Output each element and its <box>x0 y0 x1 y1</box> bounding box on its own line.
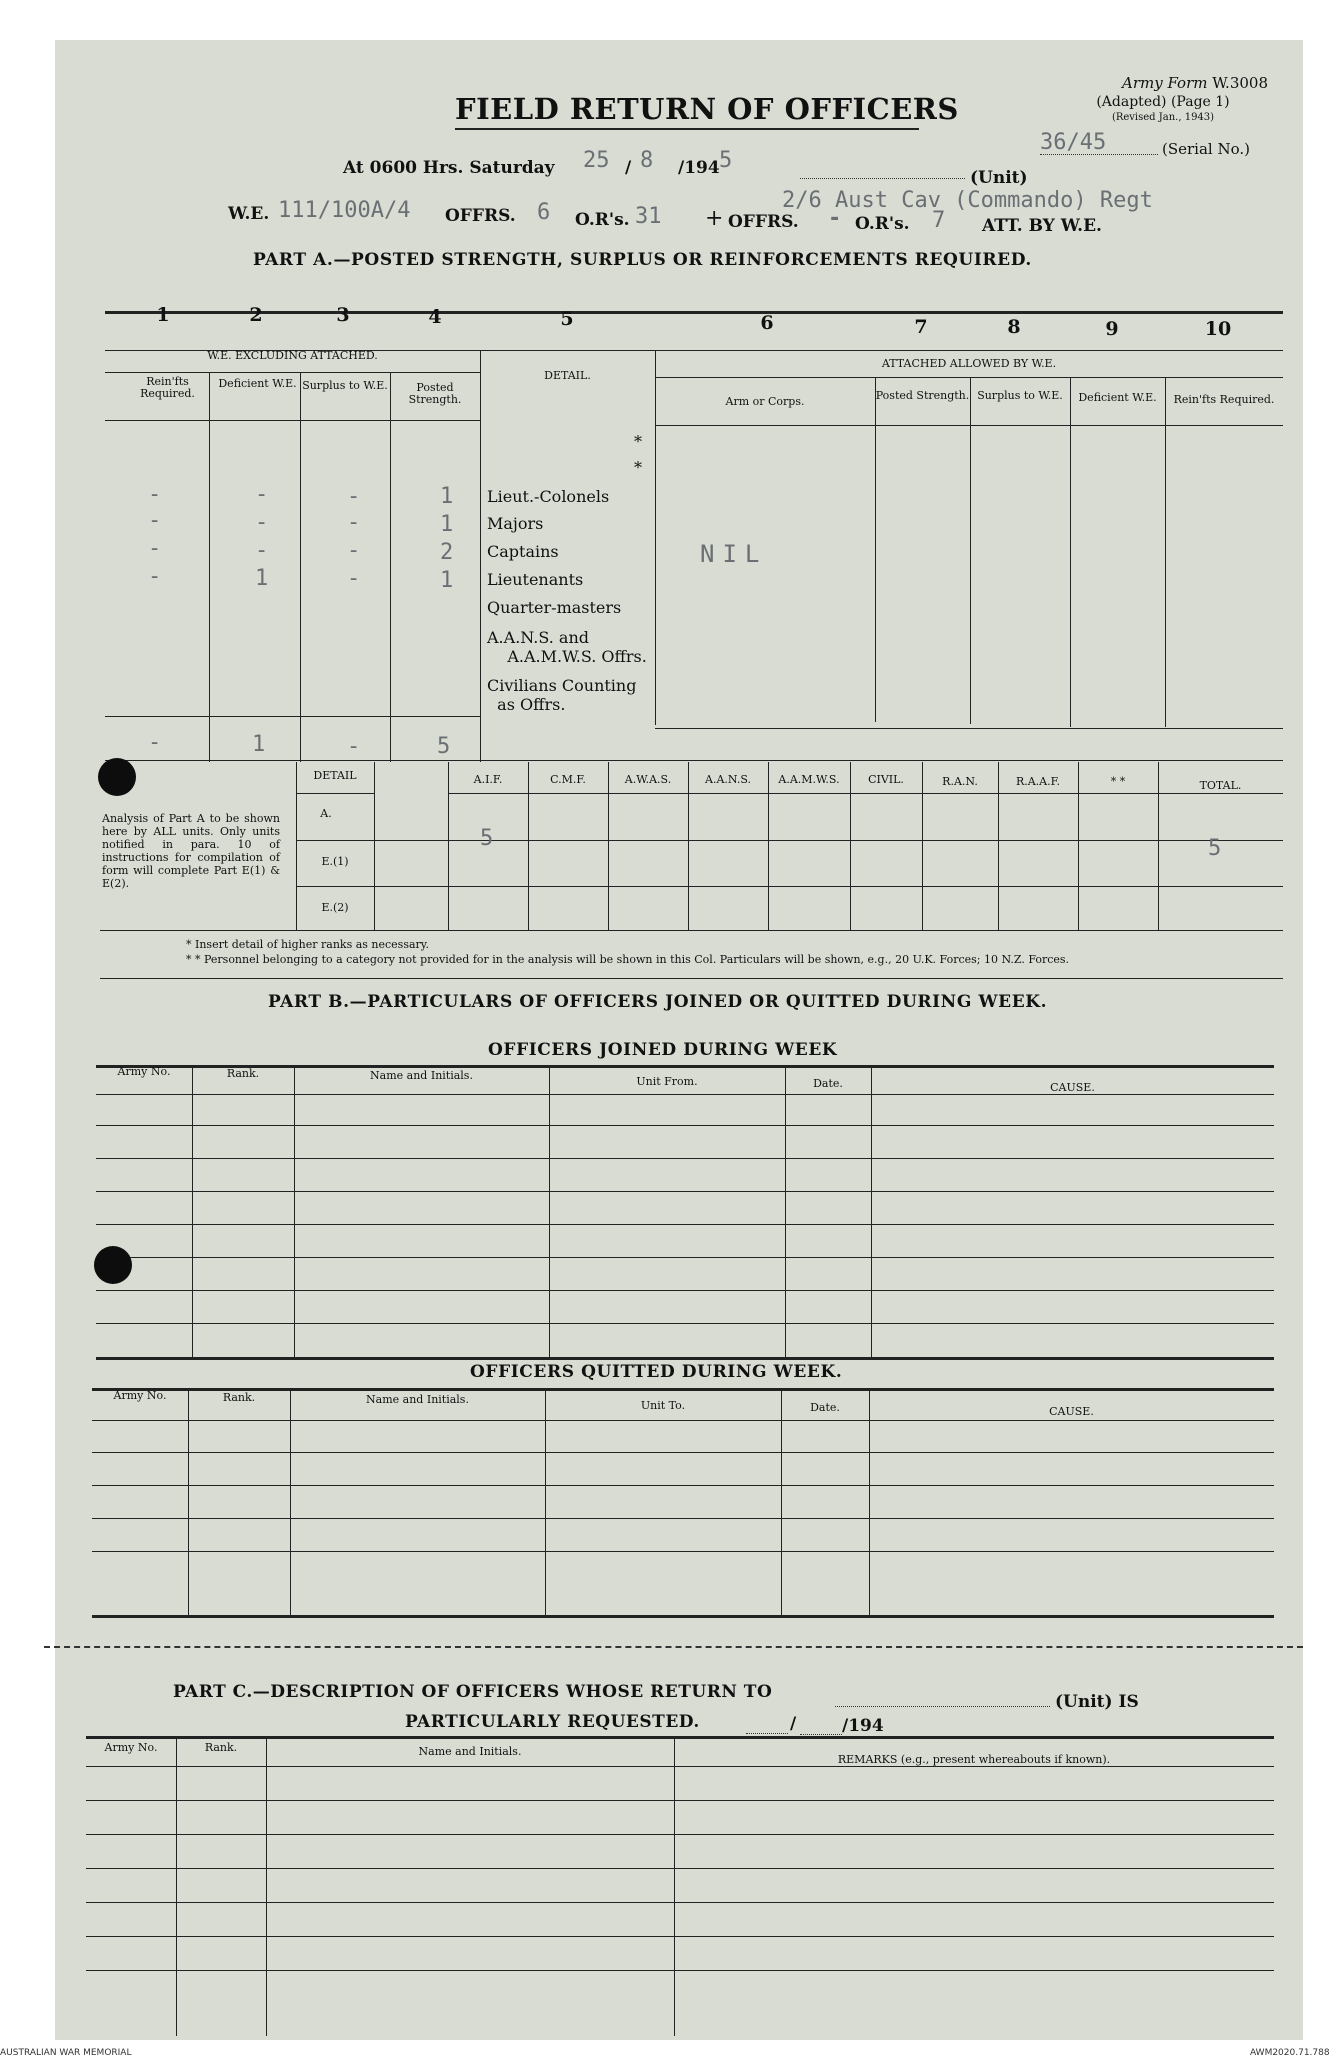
vline-a1 <box>209 372 210 762</box>
total-posted: 5 <box>437 734 451 759</box>
vline-a5 <box>655 350 656 725</box>
footnote-2: * * Personnel belonging to a category not provided for in the analysis will be shown in this Col. Particulars will be shown, e.g., 20 U.K. Forces; 10 N.Z. Forces. <box>186 953 1070 966</box>
star-1: * <box>634 432 642 451</box>
col-num-3: 3 <box>336 304 350 326</box>
vline-a4 <box>480 350 481 762</box>
footnote-1: * Insert detail of higher ranks as necessary. <box>186 938 430 951</box>
joined-col-date: Date. <box>813 1077 843 1090</box>
form-number: W.3008 <box>1212 74 1268 92</box>
joined-title: OFFICERS JOINED DURING WEEK <box>488 1040 838 1060</box>
rank-majors: Majors <box>487 514 544 533</box>
serial-label: (Serial No.) <box>1162 140 1250 158</box>
quitted-col-rank: Rank. <box>222 1391 256 1404</box>
analysis-detail-rule <box>296 793 374 794</box>
an-col-aans: A.A.N.S. <box>705 773 751 786</box>
date-day: 25 <box>583 148 610 173</box>
an-col-total: TOTAL. <box>1199 779 1242 792</box>
detail-heading: DETAIL. <box>544 369 591 382</box>
vline-an1 <box>374 762 375 930</box>
joined-rule-4 <box>96 1224 1274 1225</box>
total-surplus: - <box>347 734 361 759</box>
rank-lieut-colonels: Lieut.-Colonels <box>487 487 610 506</box>
h-surplus2: Surplus to W.E. <box>977 389 1063 402</box>
h-posted: Posted Strength. <box>408 381 462 406</box>
h-surplus: Surplus to W.E. <box>302 379 388 392</box>
rank-aans-aamws: A.A.N.S. and A.A.M.W.S. Offrs. <box>487 628 647 666</box>
r3-surplus: - <box>347 538 361 563</box>
r3-deficient: - <box>255 538 269 563</box>
vline-j3 <box>549 1065 550 1357</box>
quitted-rule-4 <box>92 1551 1274 1552</box>
ors2-value: 7 <box>932 208 946 233</box>
analysis-detail-heading: DETAIL <box>313 769 357 782</box>
vline-j4 <box>785 1065 786 1357</box>
joined-rule-5 <box>96 1257 1274 1258</box>
total-reinf: - <box>148 730 162 755</box>
col-num-1: 1 <box>156 304 170 326</box>
r4-reinf: - <box>148 564 162 589</box>
analysis-row-rule-1 <box>296 840 1283 841</box>
date-month: 8 <box>640 148 654 173</box>
quitted-col-unit-to: Unit To. <box>640 1399 686 1412</box>
vline-j5 <box>871 1065 872 1357</box>
vline-an6 <box>768 762 769 930</box>
serial-value: 36/45 <box>1040 130 1107 155</box>
part-c-col-rank: Rank. <box>204 1741 238 1754</box>
part-a-top-rule <box>105 311 1283 314</box>
quitted-col-army-no: Army No. <box>113 1389 167 1402</box>
joined-col-unit-from: Unit From. <box>636 1075 698 1088</box>
quitted-col-cause: CAUSE. <box>1049 1405 1094 1418</box>
rank-captains: Captains <box>487 542 559 561</box>
quitted-rule-0 <box>92 1420 1274 1421</box>
an-col-cmf: C.M.F. <box>550 773 586 786</box>
att-header-rule <box>655 425 1283 426</box>
joined-rule-6 <box>96 1290 1274 1291</box>
h-reinf2: Rein'fts Required. <box>1173 393 1275 406</box>
analysis-note: Analysis of Part A to be shown here by ALL units. Only units notified in para. 10 of instructions for compilation of form will complete Part E(1) & E(2). <box>102 812 280 890</box>
h-reinf: Rein'fts Required. <box>140 375 195 400</box>
footer-accession: AWM2020.71.788 <box>1250 2048 1330 2058</box>
part-c-rule-3 <box>86 1868 1274 1869</box>
vline-an2 <box>448 762 449 930</box>
tear-line <box>44 1646 1303 1648</box>
unit-value: 2/6 Aust Cav (Commando) Regt <box>782 188 1153 213</box>
quitted-title: OFFICERS QUITTED DURING WEEK. <box>470 1362 843 1382</box>
quitted-rule-3 <box>92 1518 1274 1519</box>
h-arm-corps: Arm or Corps. <box>725 395 805 408</box>
an-row-e2: E.(2) <box>321 901 349 914</box>
offrs2-value: - <box>828 206 842 231</box>
part-c-day-dots <box>746 1733 788 1734</box>
part-c-rule-1 <box>86 1800 1274 1801</box>
form-ref-label: Army Form <box>1121 74 1208 92</box>
part-c-title-start: PART C.—DESCRIPTION OF OFFICERS WHOSE RETURN TO <box>173 1682 773 1702</box>
offrs2-label: OFFRS. <box>728 212 799 232</box>
r2-surplus: - <box>347 510 361 535</box>
part-c-line2: PARTICULARLY REQUESTED. <box>405 1712 700 1732</box>
vline-j2 <box>294 1065 295 1357</box>
unit-dots <box>800 178 965 179</box>
rank-quarter-masters: Quarter-masters <box>487 598 622 617</box>
r4-deficient: 1 <box>255 566 269 591</box>
part-c-year: /194 <box>842 1716 884 1736</box>
vline-an5 <box>688 762 689 930</box>
analysis-row-rule-2 <box>296 886 1283 887</box>
form-reference <box>1078 74 1268 92</box>
r4-surplus: - <box>347 566 361 591</box>
we-excluding-heading: W.E. EXCLUDING ATTACHED. <box>207 349 378 362</box>
vline-a8 <box>1070 377 1071 727</box>
quitted-col-name: Name and Initials. <box>366 1393 469 1406</box>
part-c-rule-6 <box>86 1970 1274 1971</box>
part-c-col-army-no: Army No. <box>104 1741 158 1754</box>
part-c-rule-2 <box>86 1834 1274 1835</box>
ors-label: O.R's. <box>575 210 630 230</box>
part-c-rule-0 <box>86 1766 1274 1767</box>
ors-value: 31 <box>635 204 662 229</box>
vline-an9 <box>998 762 999 930</box>
part-a-bottom-rule <box>105 760 1283 761</box>
analysis-bottom-rule <box>100 930 1283 931</box>
part-a-title: PART A.—POSTED STRENGTH, SURPLUS OR REINFORCEMENTS REQUIRED. <box>253 250 1032 270</box>
part-c-month-dots <box>800 1734 842 1735</box>
page-title: FIELD RETURN OF OFFICERS <box>455 92 959 126</box>
col-num-5: 5 <box>560 308 574 330</box>
offrs-value: 6 <box>537 200 551 225</box>
vline-an10 <box>1078 762 1079 930</box>
vline-q2 <box>290 1388 291 1615</box>
we-sub-rule <box>105 372 480 373</box>
footer-credit: AUSTRALIAN WAR MEMORIAL <box>0 2048 132 2058</box>
col-num-2: 2 <box>249 304 263 326</box>
quitted-rule-2 <box>92 1485 1274 1486</box>
part-b-top-rule <box>100 978 1283 979</box>
part-c-unit-dots <box>835 1706 1050 1707</box>
col-num-6: 6 <box>760 312 774 334</box>
date-year-prefix: /194 <box>678 158 720 178</box>
attached-allowed-heading: ATTACHED ALLOWED BY W.E. <box>881 357 1057 370</box>
r4-posted: 1 <box>440 568 454 593</box>
part-c-title-end: (Unit) IS <box>1055 1692 1139 1712</box>
part-b-title: PART B.—PARTICULARS OF OFFICERS JOINED OR QUITTED DURING WEEK. <box>268 992 1048 1012</box>
offrs-label: OFFRS. <box>445 206 516 226</box>
rank-lieutenants: Lieutenants <box>487 570 584 589</box>
vline-an4 <box>608 762 609 930</box>
joined-col-army-no: Army No. <box>117 1065 171 1078</box>
vline-c1 <box>176 1736 177 2036</box>
vline-c3 <box>674 1736 675 2036</box>
date-year-suffix: 5 <box>719 148 733 173</box>
punch-hole-top <box>98 758 136 796</box>
attached-nil: NIL <box>700 540 768 568</box>
joined-col-name: Name and Initials. <box>370 1069 473 1082</box>
vline-a9 <box>1165 377 1166 727</box>
joined-rule-1 <box>96 1125 1274 1126</box>
col-num-4: 4 <box>428 306 442 328</box>
r2-posted: 1 <box>440 512 454 537</box>
an-col-raaf: R.A.A.F. <box>1015 775 1061 788</box>
we-label: W.E. <box>228 204 270 224</box>
quitted-col-date: Date. <box>810 1401 840 1414</box>
col-num-10: 10 <box>1204 318 1232 340</box>
quitted-bottom-rule <box>92 1615 1274 1618</box>
punch-hole-bottom <box>94 1246 132 1284</box>
part-c-rule-5 <box>86 1936 1274 1937</box>
r3-posted: 2 <box>440 540 454 565</box>
vline-an8 <box>922 762 923 930</box>
an-col-aif: A.I.F. <box>473 773 503 786</box>
joined-rule-3 <box>96 1191 1274 1192</box>
col-num-9: 9 <box>1105 318 1119 340</box>
r1-deficient: - <box>255 482 269 507</box>
joined-rule-0 <box>96 1094 1274 1095</box>
vline-c2 <box>266 1736 267 2036</box>
an-col-aamws: A.A.M.W.S. <box>778 773 840 786</box>
an-row-a: A. <box>320 807 332 820</box>
r1-reinf: - <box>148 482 162 507</box>
vline-a2 <box>300 372 301 762</box>
joined-bottom-rule <box>96 1357 1274 1360</box>
vline-a6 <box>875 377 876 722</box>
serial-dots <box>1040 154 1158 155</box>
rank-civilians: Civilians Counting as Offrs. <box>487 676 637 714</box>
form-revised: (Revised Jan., 1943) <box>1111 112 1215 123</box>
vline-q4 <box>781 1388 782 1615</box>
plus-sign: + <box>705 206 724 231</box>
an-col-civil: CIVIL. <box>868 773 904 786</box>
h-deficient: Deficient W.E. <box>218 377 297 390</box>
analysis-total-a: 5 <box>1208 836 1222 861</box>
h-deficient2: Deficient W.E. <box>1078 391 1157 404</box>
vline-an11 <box>1158 762 1159 930</box>
an-row-e1: E.(1) <box>321 855 349 868</box>
r2-deficient: - <box>255 510 269 535</box>
quitted-top-rule <box>92 1388 1274 1391</box>
joined-col-cause: CAUSE. <box>1050 1081 1095 1094</box>
vline-a3 <box>390 372 391 762</box>
quitted-rule-1 <box>92 1452 1274 1453</box>
attached-sub-rule <box>655 377 1283 378</box>
r2-reinf: - <box>148 508 162 533</box>
h-posted2: Posted Strength. <box>875 389 970 402</box>
at-time-label: At 0600 Hrs. Saturday <box>343 158 555 178</box>
an-col-other: * * <box>1110 775 1126 788</box>
part-c-rule-4 <box>86 1902 1274 1903</box>
vline-an0 <box>296 762 297 930</box>
vline-an3 <box>528 762 529 930</box>
joined-rule-2 <box>96 1158 1274 1159</box>
title-underline <box>455 128 919 130</box>
form-adapted: (Adapted) (Page 1) <box>1096 94 1230 110</box>
r1-posted: 1 <box>440 484 454 509</box>
unit-label: (Unit) <box>970 168 1028 188</box>
joined-rule-7 <box>96 1323 1274 1324</box>
an-col-awas: A.W.A.S. <box>624 773 672 786</box>
total-deficient: 1 <box>252 732 266 757</box>
att-label: ATT. BY W.E. <box>982 216 1102 236</box>
part-c-top-rule <box>86 1736 1274 1739</box>
joined-col-rank: Rank. <box>226 1067 260 1080</box>
r3-reinf: - <box>148 536 162 561</box>
col-num-7: 7 <box>914 316 928 338</box>
an-col-ran: R.A.N. <box>942 775 978 788</box>
totals-rule-right <box>655 728 1283 729</box>
vline-an7 <box>850 762 851 930</box>
part-c-slash: / <box>790 1714 797 1734</box>
vline-q1 <box>188 1388 189 1615</box>
we-header-rule <box>105 420 480 421</box>
ors2-label: O.R's. <box>855 214 910 234</box>
part-c-col-name: Name and Initials. <box>418 1745 522 1758</box>
analysis-aif-a: 5 <box>480 826 494 851</box>
totals-rule-left <box>105 716 480 717</box>
vline-q5 <box>869 1388 870 1615</box>
vline-j1 <box>192 1065 193 1357</box>
vline-a7 <box>970 377 971 724</box>
vline-q3 <box>545 1388 546 1615</box>
col-num-8: 8 <box>1007 316 1021 338</box>
we-value: 111/100A/4 <box>278 198 411 223</box>
r1-surplus: - <box>347 484 361 509</box>
part-c-col-remarks: REMARKS (e.g., present whereabouts if known). <box>837 1753 1111 1766</box>
star-2: * <box>634 458 642 477</box>
